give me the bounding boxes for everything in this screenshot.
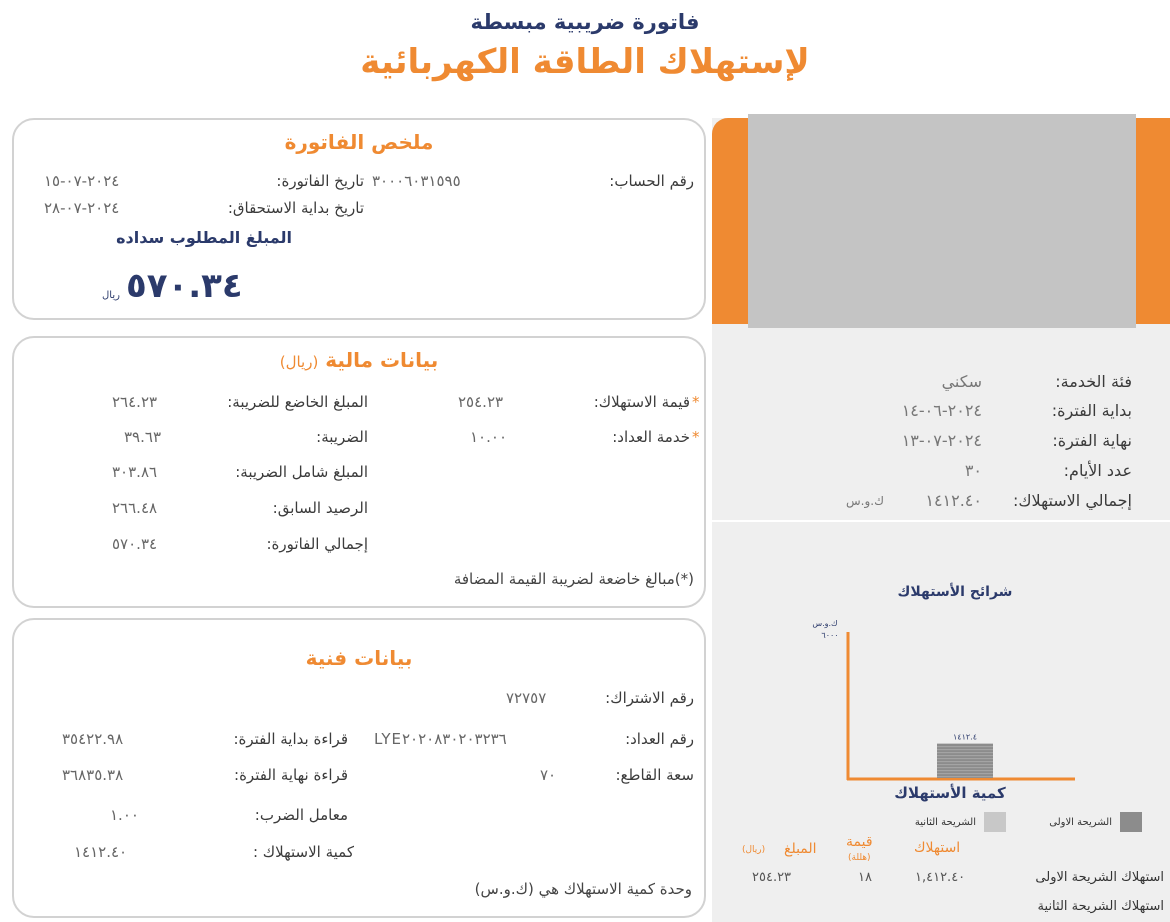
taxable-amount-value: ٢٦٤.٢٣ — [112, 393, 158, 411]
subscription-value: ٧٢٧٥٧ — [506, 689, 547, 707]
multiplier-label: معامل الضرب: — [254, 806, 348, 824]
account-number-value: ٣٠٠٠٦٠٣١٥٩٥ — [372, 172, 461, 190]
meter-service-label: خدمة العداد: — [612, 428, 690, 446]
meter-number-label: رقم العداد: — [625, 730, 694, 748]
days-label: عدد الأيام: — [1063, 461, 1132, 480]
due-start-label: تاريخ بداية الاستحقاق: — [227, 199, 364, 217]
invoice-main-title: لإستهلاك الطاقة الكهربائية — [360, 42, 810, 82]
tax-value: ٣٩.٦٣ — [124, 428, 161, 446]
orange-accent-right — [1136, 118, 1170, 324]
invoice-date-label: تاريخ الفاتورة: — [276, 172, 364, 190]
amount-incl-tax-value: ٣٠٣.٨٦ — [112, 463, 158, 481]
start-reading-value: ٣٥٤٢٢.٩٨ — [62, 730, 124, 748]
vat-asterisk-2: * — [692, 428, 700, 446]
invoice-type-title: فاتورة ضريبية مبسطة — [470, 10, 700, 34]
technical-title: بيانات فنية — [305, 646, 413, 670]
tier-header-amount: المبلغ — [784, 841, 817, 857]
subscription-label: رقم الاشتراك: — [605, 689, 694, 707]
due-start-value: ٢٠٢٤-٠٧-٢٨ — [44, 199, 120, 217]
consumption-qty-label: كمية الاستهلاك : — [252, 843, 354, 861]
end-reading-label: قراءة نهاية الفترة: — [234, 766, 348, 784]
invoice-total-value: ٥٧٠.٣٤ — [112, 535, 158, 553]
chart-y-label: ك.و.س — [812, 619, 838, 628]
tier2-row-name: استهلاك الشريحة الثانية — [1037, 899, 1164, 914]
tier1-row-name: استهلاك الشريحة الاولى — [1035, 870, 1164, 885]
consumption-qty-value: ١٤١٢.٤٠ — [74, 843, 128, 861]
account-number-label: رقم الحساب: — [609, 172, 694, 190]
chart-x-label: كمية الأستهلاك — [894, 784, 1006, 802]
invoice-total-label: إجمالي الفاتورة: — [266, 535, 368, 553]
tier1-amount: ٢٥٤.٢٣ — [752, 870, 792, 885]
period-end-label: نهاية الفترة: — [1052, 431, 1132, 450]
amount-due-currency: ريال — [102, 290, 120, 301]
tier-header-consumption: استهلاك — [914, 840, 961, 856]
total-consumption-label: إجمالي الاستهلاك: — [1012, 491, 1132, 510]
meter-service-value: ١٠.٠٠ — [470, 428, 507, 446]
amount-due-value: ٥٧٠.٣٤ — [126, 266, 243, 306]
vat-note: (*)مبالغ خاضعة لضريبة القيمة المضافة — [453, 570, 694, 588]
period-end-value: ٢٠٢٤-٠٧-١٣ — [901, 431, 982, 450]
tax-label: الضريبة: — [316, 428, 368, 446]
amount-due-label: المبلغ المطلوب سداده — [116, 228, 292, 247]
consumption-chart — [800, 610, 1090, 810]
legend-label-tier2: الشريحة الثانية — [914, 817, 976, 828]
period-start-value: ٢٠٢٤-٠٦-١٤ — [901, 401, 982, 420]
days-value: ٣٠ — [964, 461, 982, 480]
tier-header-amount-unit: (ريال) — [742, 845, 766, 855]
taxable-amount-label: المبلغ الخاضع للضريبة: — [227, 393, 368, 411]
chart-title: شرائح الأستهلاك — [897, 584, 1013, 600]
previous-balance-value: ٢٦٦.٤٨ — [112, 499, 158, 517]
legend-label-tier1: الشريحة الاولى — [1049, 817, 1112, 828]
meter-number-value: LYE٢٠٢٠٨٣٠٢٠٣٢٣٦ — [374, 730, 507, 748]
amount-incl-tax-label: المبلغ شامل الضريبة: — [235, 463, 368, 481]
start-reading-label: قراءة بداية الفترة: — [233, 730, 348, 748]
tier-header-value-unit: (هللة) — [848, 853, 871, 863]
panel-divider — [712, 520, 1170, 522]
service-category-label: فئة الخدمة: — [1055, 372, 1132, 391]
vat-asterisk-1: * — [692, 393, 700, 411]
tier-header-value: قيمة — [846, 834, 873, 850]
tier1-value: ١٨ — [858, 870, 872, 885]
multiplier-value: ١.٠٠ — [110, 806, 139, 824]
barcode-placeholder — [748, 114, 1136, 328]
end-reading-value: ٣٦٨٣٥.٣٨ — [62, 766, 124, 784]
financial-title: بيانات مالية — [325, 348, 439, 372]
financial-title-unit: (ريال) — [279, 353, 319, 371]
unit-note: وحدة كمية الاستهلاك هي (ك.و.س) — [474, 880, 692, 898]
total-consumption-value: ١٤١٢.٤٠ — [925, 491, 982, 510]
tier1-consumption: ١,٤١٢.٤٠ — [915, 870, 966, 885]
consumption-value: ٢٥٤.٢٣ — [458, 393, 504, 411]
orange-accent-left — [712, 118, 748, 324]
total-consumption-unit: ك.و.س — [846, 494, 884, 508]
previous-balance-label: الرصيد السابق: — [272, 499, 368, 517]
chart-bar-label-1: ١٤١٢.٤ — [952, 732, 978, 742]
summary-title: ملخص الفاتورة — [284, 130, 434, 154]
chart-bar-1 — [937, 744, 993, 778]
legend-swatch-tier2 — [984, 812, 1006, 832]
consumption-value-label: قيمة الاستهلاك: — [593, 393, 690, 411]
service-category-value: سكني — [941, 372, 982, 391]
invoice-date-value: ٢٠٢٤-٠٧-١٥ — [44, 172, 120, 190]
legend-swatch-tier1 — [1120, 812, 1142, 832]
financial-title-row — [14, 348, 704, 372]
breaker-capacity-label: سعة القاطع: — [615, 766, 694, 784]
breaker-capacity-value: ٧٠ — [540, 766, 557, 784]
period-start-label: بداية الفترة: — [1051, 401, 1132, 420]
chart-y-tick: ٦٠٠٠ — [821, 631, 839, 640]
